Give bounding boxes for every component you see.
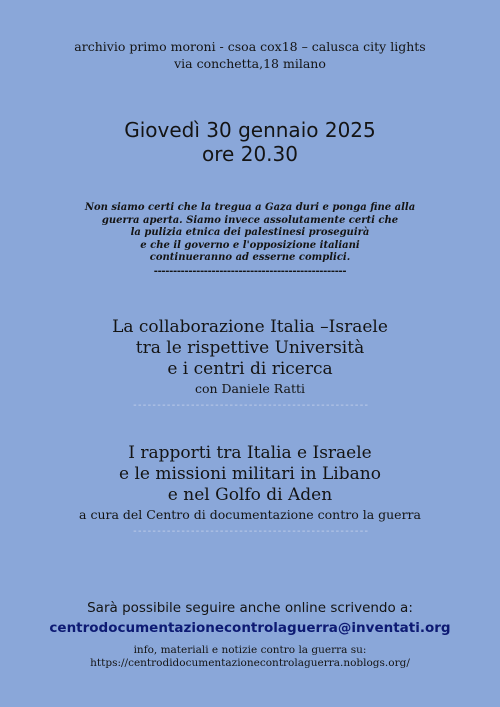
talk-1-speaker: con Daniele Ratti [194,381,306,396]
online-participation [0,598,500,638]
talk-2-divider: ------------------------------------------------- [131,526,369,537]
contact-email[interactable]: centrodocumentazionecontrolaguerra@inventati.org [49,620,451,636]
info-footer [0,644,500,670]
talk-1-title-line: tra le rispettive Università [135,338,365,358]
info-url[interactable]: https://centrodidocumentazionecontrolaguerra.noblogs.org/ [90,657,410,669]
statement-line: Non siamo certi che la tregua a Gaza duri e ponga fine alla [84,202,416,213]
statement-divider: -------------------------------------------------- [153,265,347,277]
talk-2-title-line: e nel Golfo di Aden [167,485,333,505]
info-note: info, materiali e notizie contro la guerra su: [133,644,367,656]
organizers-header [0,38,500,72]
statement-line: e che il governo e l'opposizione italiani [140,239,360,251]
talk-2-organizer: a cura del Centro di documentazione contro la guerra [79,507,421,522]
statement-line: continueranno ad esserne complici. [149,252,351,264]
talk-2-title-line: I rapporti tra Italia e Israele [128,443,372,463]
statement-line: guerra aperta. Siamo invece assolutamente certi che [101,214,399,226]
event-datetime [0,118,500,166]
talk-1-title-line: La collaborazione Italia –Israele [112,317,388,337]
venue-address: via conchetta,18 milano [174,56,326,71]
organizers-line: archivio primo moroni - csoa cox18 – calusca city lights [74,39,426,54]
talk-2 [0,443,500,539]
talk-2-title-line: e le missioni militari in Libano [119,464,381,484]
statement [0,202,500,279]
event-time: ore 20.30 [202,142,298,166]
talk-1 [0,317,500,413]
statement-line: la pulizia etnica dei palestinesi proseguirà [130,227,370,239]
event-date: Giovedì 30 gennaio 2025 [124,118,376,142]
online-note: Sarà possibile seguire anche online scrivendo a: [87,600,413,616]
talk-1-title-line: e i centri di ricerca [167,359,333,379]
talk-1-divider: ------------------------------------------------- [131,400,369,411]
